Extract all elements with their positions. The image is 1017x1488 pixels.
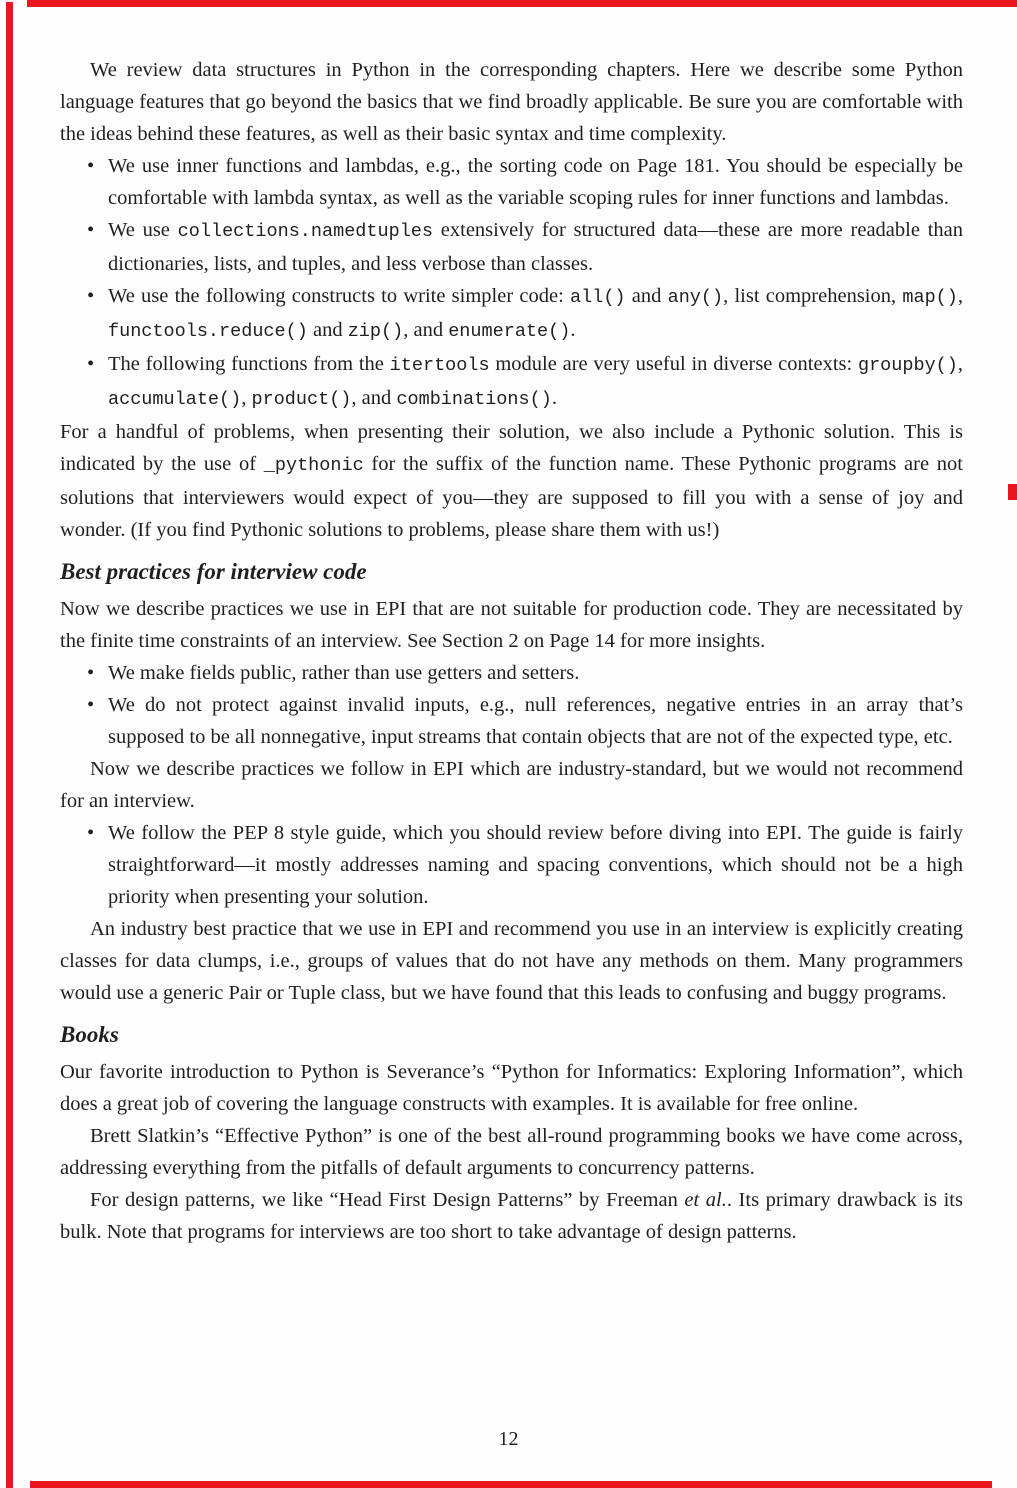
inline-code: enumerate() <box>448 321 571 342</box>
paragraph <box>60 54 963 150</box>
inline-code: any() <box>667 287 724 308</box>
paragraph <box>60 416 963 546</box>
inline-code: itertools <box>389 355 490 376</box>
bullet-list <box>60 817 963 913</box>
list-item <box>60 817 963 913</box>
text-run: and <box>625 285 668 307</box>
paragraph <box>60 1120 963 1184</box>
text-run: . Its primary drawback is its bulk. Note that programs for interviews are too short to take advantage of design patterns. <box>60 1189 963 1243</box>
inline-code: map() <box>902 287 958 308</box>
book-edge-left <box>6 2 13 1488</box>
paragraph <box>60 1056 963 1120</box>
section-heading: Best practices for interview code <box>60 559 367 584</box>
text-run: Now we describe practices we use in EPI that are not suitable for production code. They are necessitated by the finite time constraints of an interview. See Section 2 on Page 14 for more insights. <box>60 598 963 652</box>
paragraph <box>60 753 963 817</box>
text-run: We use <box>108 219 178 241</box>
text-run: extensively for structured data—these are more readable than dictionaries, lists, and tuples, and less verbose than classes. <box>108 219 963 275</box>
text-run: and <box>307 319 348 341</box>
section-heading: Books <box>60 1022 119 1047</box>
text-run: Our favorite introduction to Python is Severance’s “Python for Informatics: Exploring Information”, which does a great job of covering the language constructs with examples. It is available for free online. <box>60 1061 963 1115</box>
inline-code: groupby() <box>857 355 958 376</box>
paragraph <box>60 1184 963 1248</box>
paragraph <box>60 913 963 1009</box>
text-run: , and <box>351 387 397 409</box>
list-item <box>60 657 963 689</box>
text-run: . <box>570 319 576 341</box>
text-run: For design patterns, we like “Head First Design Patterns” by Freeman <box>90 1189 685 1211</box>
text-run: We review data structures in Python in the corresponding chapters. Here we describe some Python language features that go beyond the basics that we find broadly applicable. Be sure you are comfortable with the ideas behind these features, as well as their basic syntax and time complexity. <box>60 59 963 145</box>
inline-code: zip() <box>347 321 404 342</box>
text-run: We use inner functions and lambdas, e.g., the sorting code on Page 181. You should be especially be comfortable with lambda syntax, as well as the variable scoping rules for inner functions and lambdas. <box>108 155 963 209</box>
text-run: , <box>957 285 963 307</box>
text-run: The following functions from the <box>108 353 390 375</box>
list-item <box>60 689 963 753</box>
inline-code: combinations() <box>396 389 552 410</box>
text-run: for the suffix of the function name. These Pythonic programs are not solutions that interviewers would expect of you—they are supposed to fill you with a sense of joy and wonder. (If you find Pythonic solutions to problems, please share them with us!) <box>60 453 963 541</box>
text-run: Now we describe practices we follow in EPI which are industry-standard, but we would not recommend for an interview. <box>60 758 963 812</box>
text-run: We make fields public, rather than use getters and setters. <box>108 662 580 684</box>
book-edge-top <box>27 0 1017 7</box>
text-run: An industry best practice that we use in EPI and recommend you use in an interview is explicitly creating classes for data clumps, i.e., groups of values that do not have any methods on them. Many programmers would use a generic Pair or Tuple class, but we have found that this leads to confusing and buggy programs. <box>60 918 963 1004</box>
paragraph <box>60 593 963 657</box>
text-run: , <box>957 353 964 375</box>
text-run: , <box>241 387 252 409</box>
text-run: For a handful of problems, when presenting their solution, we also include a Pythonic solution. This is indicated by the use of <box>60 421 963 475</box>
inline-code: collections.namedtuples <box>177 221 434 242</box>
page-body-text <box>60 54 963 1248</box>
inline-code: accumulate() <box>108 389 242 410</box>
italic-text: et al. <box>684 1189 727 1211</box>
text-run: , and <box>403 319 449 341</box>
list-item <box>60 214 963 280</box>
text-run: Brett Slatkin’s “Effective Python” is one of the best all-round programming books we have come across, addressing everything from the pitfalls of default arguments to concurrency patterns. <box>60 1125 963 1179</box>
bullet-list <box>60 657 963 753</box>
book-edge-bottom <box>30 1481 992 1488</box>
text-run: We do not protect against invalid inputs, e.g., null references, negative entries in an array that’s supposed to be all nonnegative, input streams that contain objects that are not of the expected type, etc. <box>108 694 963 748</box>
text-run: module are very useful in diverse contexts: <box>489 353 858 375</box>
inline-code: all() <box>570 287 626 308</box>
inline-code: product() <box>251 389 352 410</box>
text-run: We use the following constructs to write simpler code: <box>108 285 571 307</box>
inline-code: functools.reduce() <box>108 321 308 342</box>
list-item <box>60 150 963 214</box>
book-edge-right-tick <box>1008 484 1017 500</box>
inline-code: _pythonic <box>263 455 364 476</box>
bullet-list <box>60 150 963 416</box>
text-run: We follow the PEP 8 style guide, which you should review before diving into EPI. The guide is fairly straightforward—it mostly addresses naming and spacing conventions, which should not be a high priority when presenting your solution. <box>108 822 963 908</box>
list-item <box>60 280 963 348</box>
list-item <box>60 348 963 416</box>
text-run: , list comprehension, <box>723 285 903 307</box>
text-run: . <box>551 387 557 409</box>
page-number: 12 <box>498 1428 519 1450</box>
